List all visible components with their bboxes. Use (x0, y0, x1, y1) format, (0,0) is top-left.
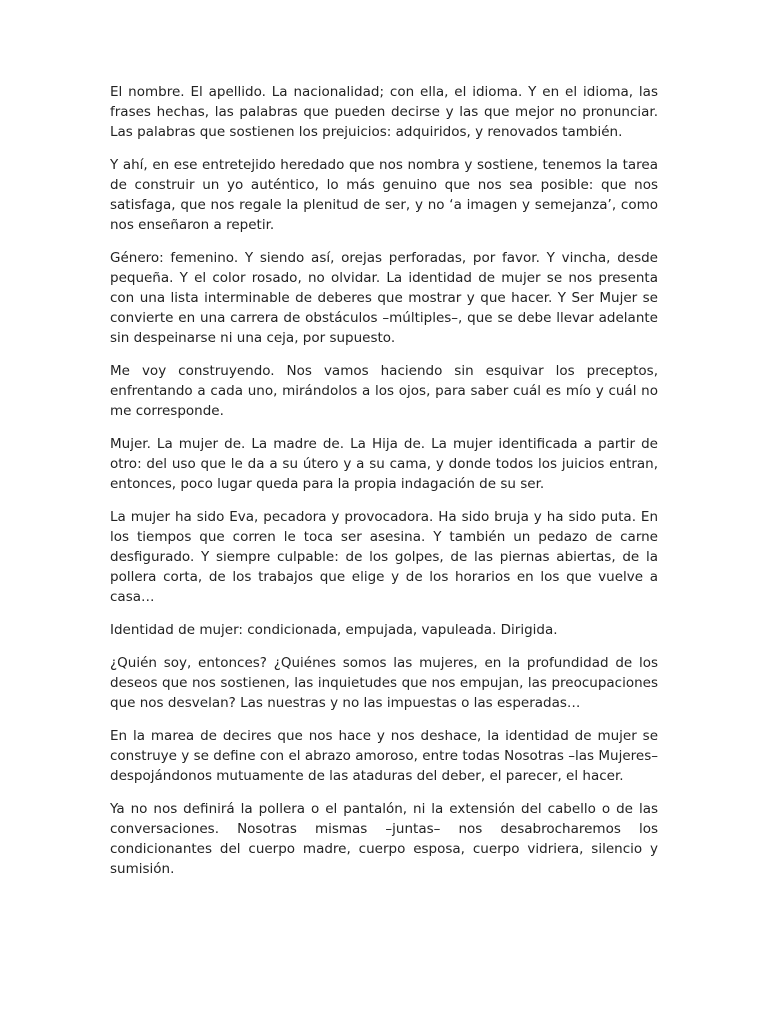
paragraph-7: Identidad de mujer: condicionada, empujada, vapuleada. Dirigida. (110, 622, 558, 638)
paragraph-10: Ya no nos definirá la pollera o el pantalón, ni la extensión del cabello o de las conversaciones. Nosotras mismas –juntas– nos desabrocharemos los condicionantes del cuerpo madre, cuerpo esposa, cuerpo vidriera, silencio y sumisión. (110, 801, 658, 877)
paragraph-3: Género: femenino. Y siendo así, orejas perforadas, por favor. Y vincha, desde pequeña. Y el color rosado, no olvidar. La identidad de mujer se nos presenta con una lista interminable de deberes que mostrar y que hacer. Y Ser Mujer se convierte en una carrera de obstáculos –múltiples–, que se debe llevar adelante sin despeinarse ni una ceja, por supuesto. (110, 250, 658, 346)
document-body (110, 82, 658, 892)
paragraph-5: Mujer. La mujer de. La madre de. La Hija de. La mujer identificada a partir de otro: del uso que le da a su útero y a su cama, y donde todos los juicios entran, entonces, poco lugar queda para la propia indagación de su ser. (110, 436, 658, 492)
paragraph-8: ¿Quién soy, entonces? ¿Quiénes somos las mujeres, en la profundidad de los deseos que nos sostienen, las inquietudes que nos empujan, las preocupaciones que nos desvelan? Las nuestras y no las impuestas o las esperadas… (110, 655, 658, 711)
paragraph-4: Me voy construyendo. Nos vamos haciendo sin esquivar los preceptos, enfrentando a cada uno, mirándolos a los ojos, para saber cuál es mío y cuál no me corresponde. (110, 363, 658, 419)
paragraph-1: El nombre. El apellido. La nacionalidad; con ella, el idioma. Y en el idioma, las frases hechas, las palabras que pueden decirse y las que mejor no pronunciar. Las palabras que sostienen los prejuicios: adquiridos, y renovados también. (110, 84, 658, 140)
paragraph-6: La mujer ha sido Eva, pecadora y provocadora. Ha sido bruja y ha sido puta. En los tiempos que corren le toca ser asesina. Y también un pedazo de carne desfigurado. Y siempre culpable: de los golpes, de las piernas abiertas, de la pollera corta, de los trabajos que elige y de los horarios en los que vuelve a casa… (110, 509, 658, 605)
paragraph-2: Y ahí, en ese entretejido heredado que nos nombra y sostiene, tenemos la tarea de construir un yo auténtico, lo más genuino que nos sea posible: que nos satisfaga, que nos regale la plenitud de ser, y no ‘a imagen y semejanza’, como nos enseñaron a repetir. (110, 157, 658, 233)
paragraph-9: En la marea de decires que nos hace y nos deshace, la identidad de mujer se construye y se define con el abrazo amoroso, entre todas Nosotras –las Mujeres– despojándonos mutuamente de las ataduras del deber, el parecer, el hacer. (110, 728, 658, 784)
